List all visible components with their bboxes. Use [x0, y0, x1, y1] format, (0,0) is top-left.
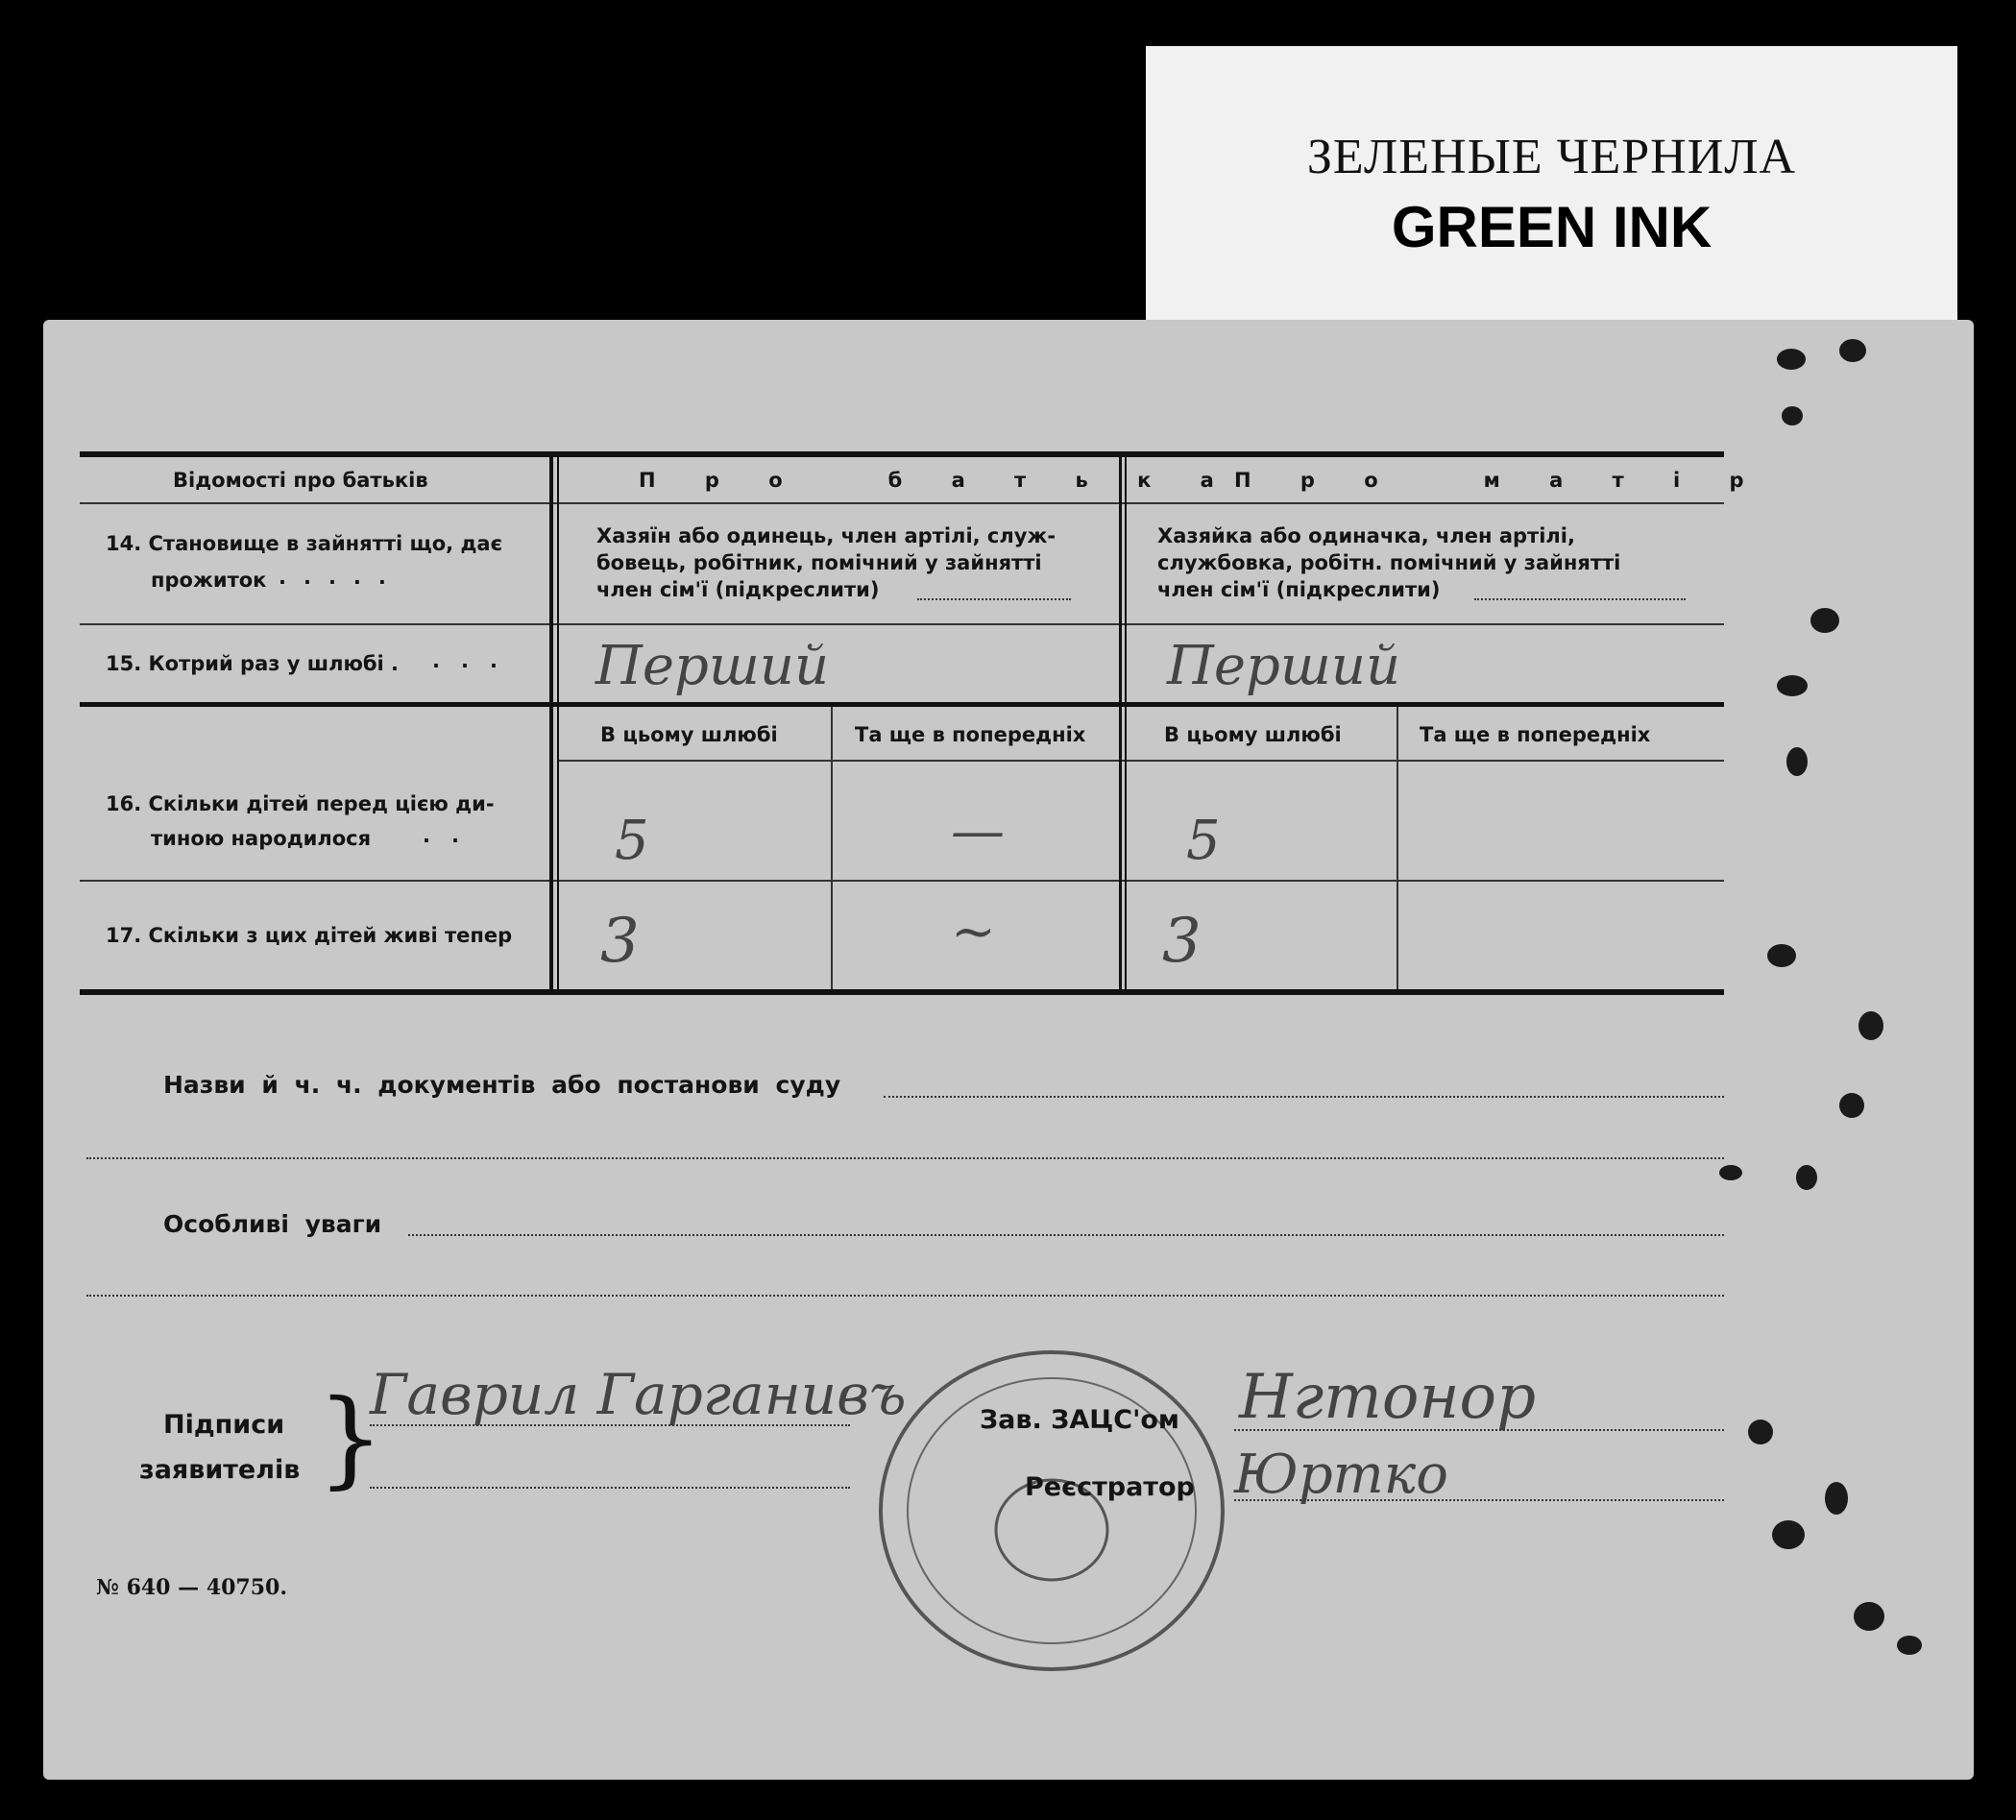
punch-hole: [1782, 406, 1803, 425]
subheader-mother-this: В цьому шлюбі: [1164, 723, 1342, 746]
row15-label: 15. Котрий раз у шлюбі .: [106, 652, 400, 675]
remarks-dots-line2: [86, 1295, 1724, 1297]
table-column-rule: [549, 457, 553, 989]
signatures-label-line1: Підписи: [163, 1410, 285, 1440]
documents-dots: [884, 1096, 1724, 1098]
row16-father-this: 5: [615, 810, 649, 872]
official-stamp: [864, 1338, 1239, 1684]
punch-hole: [1839, 1093, 1864, 1118]
applicant-sig-line1: [370, 1424, 850, 1426]
row14-mother-line2: службовка, робітн. помічний у зайнятті: [1157, 551, 1621, 574]
header-mother: П р о м а т і р: [1234, 469, 1765, 492]
applicant-signature: Гаврил Гарганивъ: [370, 1362, 907, 1427]
row14-label-line2: прожиток: [151, 569, 267, 592]
row16-mother-this: 5: [1186, 810, 1221, 872]
row16-label-line1: 16. Скільки дітей перед цією ди-: [106, 792, 495, 815]
signatures-label-line2: заявителів: [139, 1455, 301, 1485]
row16-label-line2: тиною народилося: [151, 827, 372, 850]
registrar-signature: Юртко: [1234, 1444, 1448, 1506]
header-info: Відомості про батьків: [173, 469, 428, 492]
documents-label: Назви й ч. ч. документів або постанови суду: [163, 1071, 841, 1099]
table-column-rule: [1119, 457, 1122, 989]
punch-hole: [1777, 349, 1806, 370]
row16-leader-dots: ..: [423, 824, 480, 847]
row14-label-line1: 14. Становище в зайнятті що, дає: [106, 532, 503, 555]
table-row-rule: [80, 623, 1724, 625]
head-signature: Нгтонор: [1239, 1362, 1537, 1433]
punch-hole: [1858, 1011, 1883, 1040]
table-header-rule: [80, 502, 1724, 504]
ink-note-english: GREEN INK: [1391, 195, 1712, 259]
row14-mother-line1: Хазяйка або одиначка, член артілі,: [1157, 524, 1575, 547]
row17-father-prev: ~: [951, 901, 996, 963]
row14-mother-dots: [1474, 598, 1686, 600]
punch-hole: [1825, 1482, 1848, 1515]
form-number: № 640 — 40750.: [96, 1575, 288, 1600]
row14-father-line3: член сім'ї (підкреслити): [596, 578, 880, 601]
table-subheader-rule: [559, 760, 1724, 762]
remarks-label: Особливі уваги: [163, 1210, 382, 1238]
row17-father-this: 3: [600, 906, 640, 977]
row15-leader-dots: ...: [432, 649, 519, 672]
table-top-rule: [80, 451, 1724, 457]
remarks-dots: [408, 1234, 1724, 1236]
head-label: Зав. ЗАЦС'ом: [980, 1405, 1179, 1435]
table-column-rule: [1125, 457, 1127, 989]
row17-mother-this: 3: [1162, 906, 1202, 977]
punch-hole: [1719, 1165, 1742, 1180]
table-row-rule: [80, 880, 1724, 882]
punch-hole: [1786, 747, 1808, 776]
punch-hole: [1748, 1420, 1773, 1444]
ink-note-russian: ЗЕЛЕНЫЕ ЧЕРНИЛА: [1306, 130, 1797, 184]
punch-hole: [1839, 339, 1866, 362]
punch-hole: [1767, 944, 1796, 967]
row14-mother-line3: член сім'ї (підкреслити): [1157, 578, 1441, 601]
table-row-rule: [80, 702, 1724, 707]
table-column-rule: [557, 457, 559, 989]
head-sig-line: [1234, 1429, 1724, 1431]
punch-hole: [1810, 608, 1839, 633]
table-column-rule: [1397, 707, 1398, 989]
row14-father-line1: Хазяїн або одинець, член артілі, служ-: [596, 524, 1057, 547]
table-column-rule: [831, 707, 833, 989]
registrar-label: Реєстратор: [1025, 1472, 1195, 1502]
punch-hole: [1777, 675, 1808, 696]
row15-mother-handwritten: Перший: [1167, 635, 1401, 697]
registration-form-sheet: [43, 320, 1974, 1780]
row16-father-prev: —: [951, 800, 1005, 862]
signatures-brace: }: [317, 1376, 384, 1499]
subheader-father-prev: Та ще в попередніх: [855, 723, 1086, 746]
punch-hole: [1772, 1520, 1805, 1549]
ink-note-card: [1146, 46, 1957, 325]
header-father: П р о б а т ь к а: [639, 469, 1235, 492]
row15-father-handwritten: Перший: [595, 635, 830, 697]
table-bottom-rule: [80, 989, 1724, 995]
punch-hole: [1897, 1636, 1922, 1655]
registrar-sig-line: [1234, 1499, 1724, 1501]
row14-father-line2: бовець, робітник, помічний у зайнятті: [596, 551, 1042, 574]
documents-dots-line2: [86, 1157, 1724, 1159]
row14-leader-dots: .....: [279, 566, 403, 589]
subheader-father-this: В цьому шлюбі: [600, 723, 778, 746]
subheader-mother-prev: Та ще в попередніх: [1420, 723, 1651, 746]
row14-father-dots: [917, 598, 1071, 600]
punch-hole: [1796, 1165, 1817, 1190]
punch-hole: [1854, 1602, 1884, 1631]
applicant-sig-line2: [370, 1487, 850, 1489]
row17-label: 17. Скільки з цих дітей живі тепер: [106, 924, 513, 947]
